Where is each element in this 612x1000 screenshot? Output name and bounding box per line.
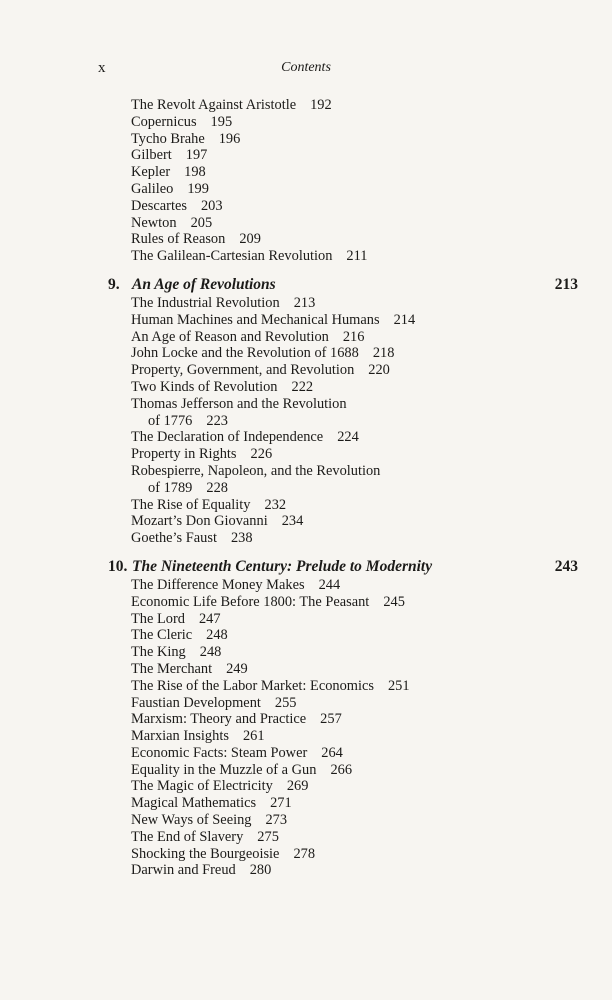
toc-entry-page-number: 197 — [185, 147, 208, 164]
toc-entry-title: Two Kinds of Revolution — [131, 378, 278, 395]
toc-entry — [0, 248, 612, 265]
toc-entry-page-number: 205 — [190, 214, 213, 231]
chapter-number: 10. — [108, 557, 128, 575]
toc-entry — [0, 231, 612, 248]
toc-entry-title: Human Machines and Mechanical Humans — [131, 311, 380, 328]
toc-entry-page-number: 224 — [337, 429, 359, 446]
toc-entry-title: Property, Government, and Revolution — [131, 362, 355, 379]
toc-entry-page-number: 245 — [383, 593, 405, 610]
toc-entry-page-number: 248 — [206, 627, 228, 644]
toc-entry-title: of 1789 — [148, 479, 193, 496]
toc-entry — [0, 497, 612, 514]
toc-entry-page-number: 266 — [330, 761, 353, 778]
toc-entry-page-number: 273 — [265, 812, 288, 829]
toc-entry-page-number: 251 — [387, 677, 410, 694]
page-header — [0, 60, 612, 80]
toc-entry — [0, 463, 612, 480]
toc-entry — [0, 295, 612, 312]
chapter-page-number: 243 — [554, 557, 578, 575]
toc-entry-page-number: 247 — [198, 610, 221, 627]
toc-entry-title: The Declaration of Independence — [131, 429, 324, 446]
toc-entry — [0, 181, 612, 198]
toc-entry-title: The Magic of Electricity — [131, 778, 273, 795]
toc-entry-page-number: 228 — [206, 479, 228, 496]
toc-entry-title: Kepler — [131, 164, 171, 181]
toc-entry-title: Mozart’s Don Giovanni — [131, 513, 268, 530]
toc-entry-title: of 1776 — [148, 412, 193, 429]
toc-entry-page-number: 222 — [291, 378, 314, 395]
toc-entry-title: Copernicus — [131, 113, 197, 130]
toc-entry-page-number: 203 — [200, 197, 223, 214]
toc-entry-title: The Cleric — [131, 627, 193, 644]
toc-entry-page-number: 257 — [320, 711, 342, 728]
toc-entry-page-number: 216 — [342, 328, 365, 345]
chapter-title: An Age of Revolutions — [132, 275, 276, 293]
toc-entry — [0, 644, 612, 661]
toc-entry-page-number: 232 — [264, 496, 287, 513]
toc-entry-title: Galileo — [131, 180, 174, 197]
toc-entry-title: Rules of Reason — [131, 231, 226, 248]
toc-entry-page-number: 213 — [293, 294, 316, 311]
toc-entry-title: Economic Life Before 1800: The Peasant — [131, 593, 370, 610]
toc-entry-title: The King — [131, 644, 186, 661]
toc-entry — [0, 446, 612, 463]
toc-entry-title: Descartes — [131, 197, 187, 214]
toc-entry — [0, 829, 612, 846]
chapter-page-number: 213 — [554, 275, 578, 293]
toc-entry — [0, 812, 612, 829]
toc-entry-page-number: 244 — [318, 576, 341, 593]
toc-entry — [0, 198, 612, 215]
toc-entry — [0, 164, 612, 181]
toc-entry — [0, 396, 612, 413]
toc-entry-page-number: 249 — [226, 660, 248, 677]
toc-entry-title: The End of Slavery — [131, 828, 244, 845]
toc-entry-page-number: 234 — [281, 513, 304, 530]
toc-entry-page-number: 261 — [242, 728, 265, 745]
toc-entry-page-number: 209 — [239, 231, 261, 248]
toc-entry — [0, 862, 612, 879]
toc-entry — [0, 147, 612, 164]
toc-entry — [0, 97, 612, 114]
toc-entry — [0, 577, 612, 594]
toc-entry-title: The Rise of the Labor Market: Economics — [131, 677, 374, 694]
toc-entry — [0, 379, 612, 396]
toc-entry-title: The Rise of Equality — [131, 496, 251, 513]
toc-entry — [0, 114, 612, 131]
toc-entry-title: The Lord — [131, 610, 185, 627]
toc-entry — [0, 594, 612, 611]
toc-entry — [0, 678, 612, 695]
toc-entry — [0, 345, 612, 362]
toc-entry — [0, 312, 612, 329]
toc-entry — [0, 530, 612, 547]
toc-entry-page-number: 223 — [206, 412, 228, 429]
toc-entry-page-number: 271 — [270, 795, 292, 812]
chapter-heading — [0, 557, 612, 577]
toc-entry — [0, 480, 612, 497]
toc-entry — [0, 329, 612, 346]
toc-entry-page-number: 248 — [199, 644, 222, 661]
page-number: x — [98, 60, 106, 76]
toc-entry-page-number: 199 — [187, 180, 209, 197]
toc-entry-page-number: 196 — [218, 130, 241, 147]
toc-entry-page-number: 214 — [393, 311, 416, 328]
toc-entry-page-number: 269 — [286, 778, 309, 795]
toc-entry-page-number: 255 — [274, 694, 297, 711]
toc-entry — [0, 513, 612, 530]
toc-entry-title: The Difference Money Makes — [131, 576, 305, 593]
toc-entry — [0, 778, 612, 795]
toc-entry — [0, 215, 612, 232]
toc-entry — [0, 795, 612, 812]
toc-entry-title: Economic Facts: Steam Power — [131, 744, 308, 761]
toc-entry — [0, 711, 612, 728]
toc-entry-title: Shocking the Bourgeoisie — [131, 845, 280, 862]
toc-entry-title: Thomas Jefferson and the Revolution — [131, 395, 347, 412]
toc-entry-page-number: 278 — [293, 845, 316, 862]
toc-entry-title: An Age of Reason and Revolution — [131, 328, 329, 345]
toc-entry-title: Faustian Development — [131, 694, 261, 711]
toc-entry — [0, 846, 612, 863]
running-title: Contents — [281, 60, 331, 75]
toc-entry-page-number: 192 — [310, 97, 332, 113]
toc-entry — [0, 661, 612, 678]
toc-entry-title: The Industrial Revolution — [131, 294, 280, 311]
toc-entry-page-number: 226 — [250, 446, 273, 463]
toc-entry-page-number: 220 — [368, 362, 390, 379]
chapter-number: 9. — [108, 275, 120, 293]
toc-entry-title: The Revolt Against Aristotle — [131, 97, 297, 113]
toc-entry — [0, 429, 612, 446]
toc-entry-page-number: 211 — [346, 248, 368, 265]
toc-entry-title: Darwin and Freud — [131, 862, 236, 879]
toc-entry-title: Gilbert — [131, 147, 172, 164]
toc-entry-page-number: 280 — [249, 862, 272, 879]
toc-entry-title: New Ways of Seeing — [131, 812, 252, 829]
toc-entry-page-number: 238 — [230, 530, 253, 547]
toc-entry — [0, 611, 612, 628]
chapter-title: The Nineteenth Century: Prelude to Modernity — [132, 557, 433, 575]
toc-entry — [0, 362, 612, 379]
table-of-contents — [0, 97, 612, 879]
toc-entry — [0, 762, 612, 779]
toc-entry-title: Property in Rights — [131, 446, 237, 463]
chapter-heading — [0, 275, 612, 295]
toc-entry-title: Tycho Brahe — [131, 130, 205, 147]
toc-entry-title: Marxism: Theory and Practice — [131, 711, 307, 728]
toc-entry-page-number: 275 — [257, 828, 279, 845]
toc-entry-page-number: 198 — [184, 164, 206, 181]
toc-entry-page-number: 195 — [210, 113, 233, 130]
toc-entry — [0, 131, 612, 148]
toc-entry — [0, 627, 612, 644]
toc-entry-title: Robespierre, Napoleon, and the Revolution — [131, 462, 381, 479]
toc-entry-title: Newton — [131, 214, 177, 231]
toc-entry — [0, 745, 612, 762]
toc-entry-page-number: 218 — [372, 345, 395, 362]
toc-entry — [0, 695, 612, 712]
toc-entry-title: The Merchant — [131, 660, 213, 677]
toc-entry-title: John Locke and the Revolution of 1688 — [131, 345, 359, 362]
toc-entry-page-number: 264 — [321, 744, 343, 761]
toc-entry-title: Marxian Insights — [131, 728, 229, 745]
toc-entry — [0, 413, 612, 430]
toc-entry — [0, 728, 612, 745]
toc-entry-title: Equality in the Muzzle of a Gun — [131, 761, 317, 778]
toc-entry-title: Goethe’s Faust — [131, 530, 217, 547]
toc-entry-title: Magical Mathematics — [131, 795, 257, 812]
toc-entry-title: The Galilean-Cartesian Revolution — [131, 248, 333, 265]
